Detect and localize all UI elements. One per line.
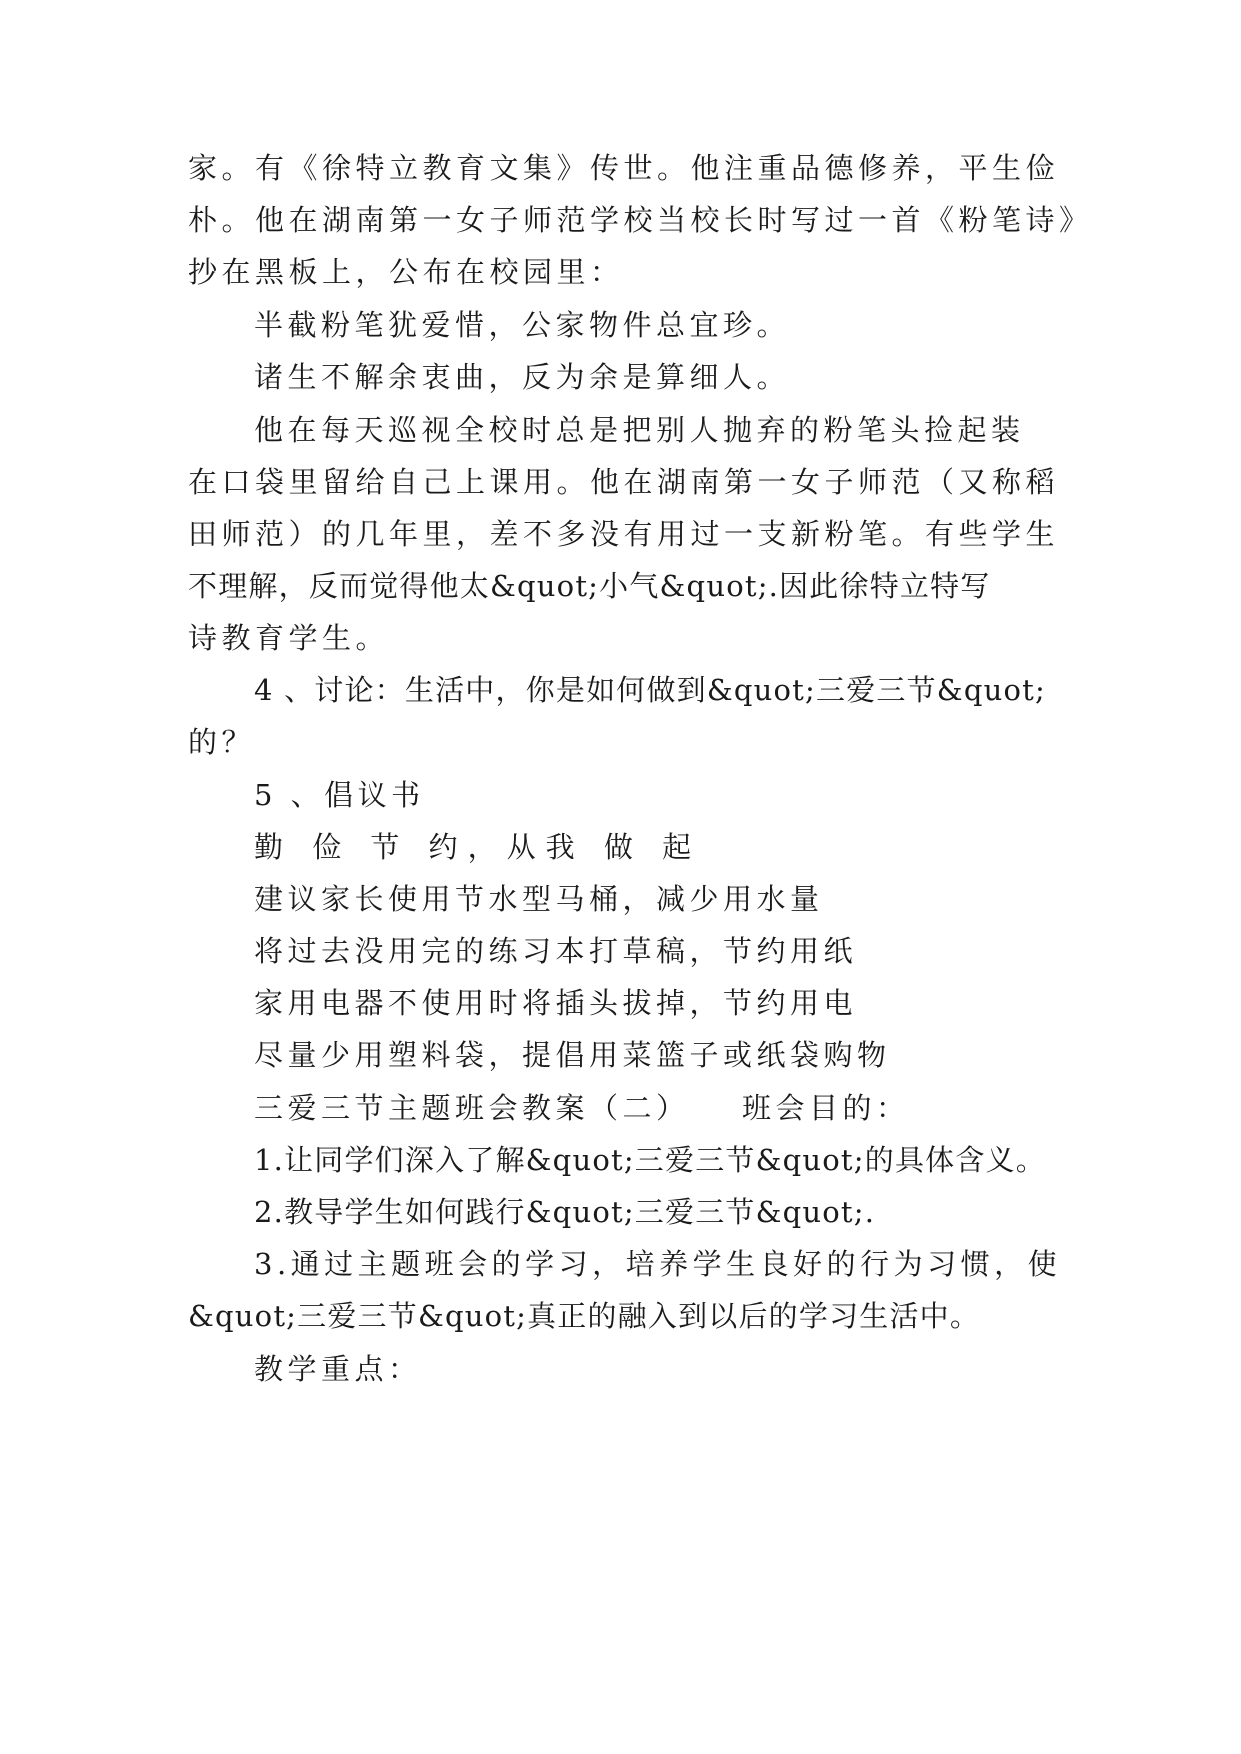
- objective-item: 3.通过主题班会的学习，培养学生良好的行为习惯，使: [254, 1247, 1062, 1281]
- objective-item: 2.教导学生如何践行&quot;三爱三节&quot;.: [254, 1195, 876, 1229]
- proposal-item: 尽量少用塑料袋，提倡用菜篮子或纸袋购物: [254, 1038, 891, 1072]
- poem-line: 诸生不解余衷曲，反为余是算细人。: [254, 360, 791, 394]
- body-text-line: 不理解，反而觉得他太&quot;小气&quot;.因此徐特立特写: [188, 569, 991, 603]
- proposal-item: 将过去没用完的练习本打草稿，节约用纸: [254, 934, 858, 968]
- teaching-focus-heading: 教学重点：: [254, 1352, 422, 1386]
- proposal-item: 家用电器不使用时将插头拔掉，节约用电: [254, 986, 858, 1020]
- body-text-line: 诗教育学生。: [188, 621, 390, 655]
- section-heading: 5 、倡议书: [254, 778, 425, 812]
- discussion-item: 4 、讨论：生活中，你是如何做到&quot;三爱三节&quot;: [254, 673, 1046, 707]
- objective-item: 1.让同学们深入了解&quot;三爱三节&quot;的具体含义。: [254, 1143, 1046, 1177]
- body-text-line: 家。有《徐特立教育文集》传世。他注重品德修养，平生俭: [188, 151, 1060, 185]
- body-text-line: &quot;三爱三节&quot;真正的融入到以后的学习生活中。: [188, 1299, 981, 1333]
- body-text-line: 田师范）的几年里，差不多没有用过一支新粉笔。有些学生: [188, 517, 1060, 551]
- lesson-plan-heading: 三爱三节主题班会教案（二） 班会目的：: [254, 1091, 910, 1125]
- body-text-line: 朴。他在湖南第一女子师范学校当校长时写过一首《粉笔诗》: [188, 203, 1093, 237]
- body-text-line: 他在每天巡视全校时总是把别人抛弃的粉笔头捡起装: [254, 413, 1025, 447]
- proposal-item: 建议家长使用节水型马桶，减少用水量: [254, 882, 824, 916]
- body-text-line: 在口袋里留给自己上课用。他在湖南第一女子师范（又称稻: [188, 465, 1060, 499]
- body-text-line: 的？: [188, 725, 256, 759]
- body-text-line: 抄在黑板上，公布在校园里：: [188, 255, 624, 289]
- poem-line: 半截粉笔犹爱惜，公家物件总宜珍。: [254, 308, 791, 342]
- proposal-title: 勤 俭 节 约，从我 做 起: [254, 830, 702, 864]
